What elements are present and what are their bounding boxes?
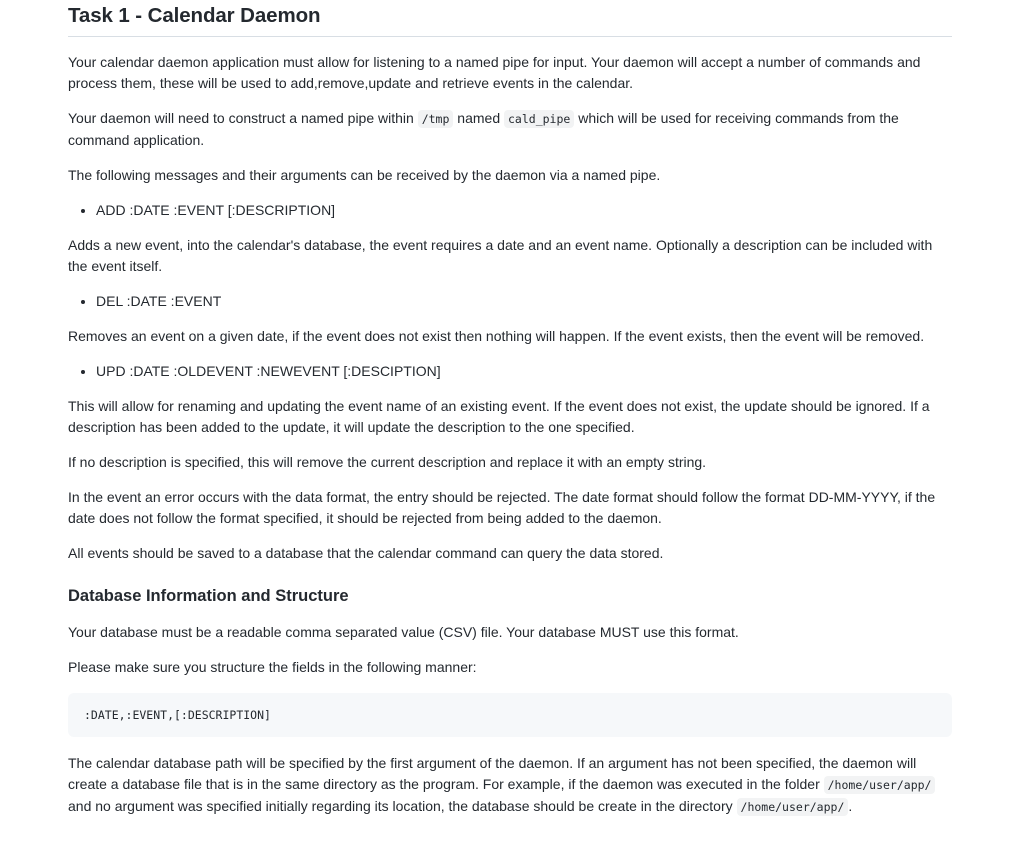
path-text-after: . bbox=[848, 798, 853, 814]
pipe-paragraph bbox=[68, 108, 952, 151]
intro-paragraph: Your calendar daemon application must allow for listening to a named pipe for input. Your daemon will accept a number of commands and process them, these will be used to add,remove,update and retrieve events in the calendar. bbox=[68, 54, 921, 91]
add-command-description: Adds a new event, into the calendar's database, the event requires a date and an event name. Optionally a description can be included with the event itself. bbox=[68, 237, 933, 274]
saved-paragraph: All events should be saved to a database that the calendar command can query the data stored. bbox=[68, 545, 664, 561]
pipe-text-after: which will be used for receiving commands from the command application. bbox=[68, 110, 899, 148]
upd-command-description: This will allow for renaming and updating the event name of an existing event. If the event does not exist, the update should be ignored. If a description has been added to the update, it will update the description to the one specified. bbox=[68, 398, 930, 435]
del-command-syntax: • DEL :DATE :EVENT bbox=[96, 291, 952, 312]
del-command-list bbox=[68, 291, 952, 312]
document-page bbox=[68, 0, 952, 818]
upd-command-list bbox=[68, 361, 952, 382]
format-code-block: :DATE,:EVENT,[:DESCRIPTION] bbox=[68, 693, 952, 737]
database-path-paragraph bbox=[68, 753, 952, 818]
folder-path-code: /home/user/app/ bbox=[824, 776, 936, 794]
path-text-before: The calendar database path will be specified by the first argument of the daemon. If an argument has not been specified, the daemon will create a database file that is in the same directory as the program. For example, if the daemon was executed in the folder bbox=[68, 755, 917, 792]
directory-path-code: /home/user/app/ bbox=[737, 798, 849, 816]
del-command-description: Removes an event on a given date, if the event does not exist then nothing will happen. If the event exists, then the event will be removed. bbox=[68, 328, 925, 344]
structure-intro-paragraph: Please make sure you structure the fields in the following manner: bbox=[68, 659, 477, 675]
database-section-heading: Database Information and Structure bbox=[68, 587, 349, 605]
messages-intro: The following messages and their arguments can be received by the daemon via a named pipe. bbox=[68, 167, 661, 183]
add-command-list bbox=[68, 200, 952, 221]
csv-paragraph: Your database must be a readable comma separated value (CSV) file. Your database MUST use this format. bbox=[68, 624, 739, 640]
pipe-text-middle: named bbox=[453, 110, 504, 126]
pipe-text-before: Your daemon will need to construct a named pipe within bbox=[68, 110, 418, 126]
error-format-paragraph: In the event an error occurs with the data format, the entry should be rejected. The date format should follow the format DD-MM-YYYY, if the date does not follow the format specified, it should be rejected from being added to the daemon. bbox=[68, 489, 936, 526]
tmp-dir-code: /tmp bbox=[418, 110, 454, 128]
page-title: Task 1 - Calendar Daemon bbox=[68, 4, 952, 37]
upd-command-syntax: • UPD :DATE :OLDEVENT :NEWEVENT [:DESCIPTION] bbox=[96, 361, 952, 382]
path-text-middle: and no argument was specified initially regarding its location, the database should be create in the directory bbox=[68, 798, 737, 814]
no-description-paragraph: If no description is specified, this will remove the current description and replace it with an empty string. bbox=[68, 454, 707, 470]
pipe-name-code: cald_pipe bbox=[504, 110, 574, 128]
add-command-syntax: • ADD :DATE :EVENT [:DESCRIPTION] bbox=[96, 200, 952, 221]
